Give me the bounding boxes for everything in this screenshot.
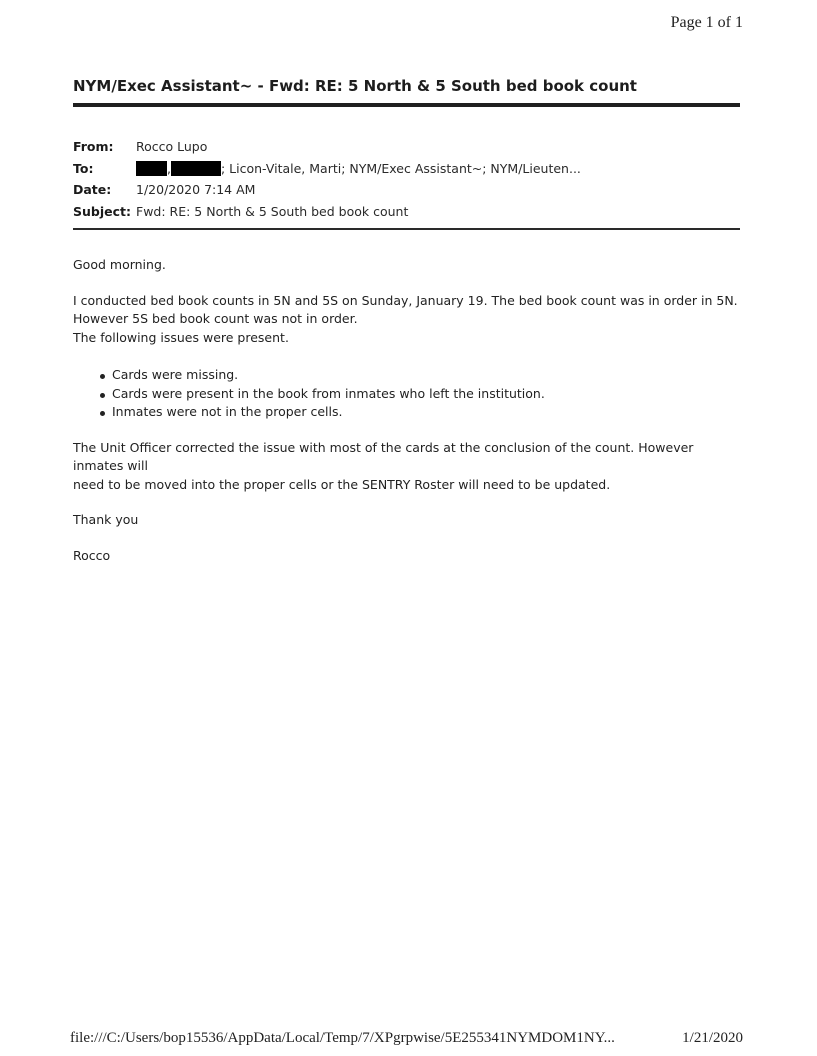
subject-label: Subject: (73, 203, 131, 219)
email-body (73, 256, 745, 565)
to-separator: , (167, 160, 171, 176)
subject-row (73, 201, 740, 223)
list-item: Inmates were not in the proper cells. (112, 403, 745, 422)
email-header (73, 136, 740, 222)
to-value: ; Licon-Vitale, Marti; NYM/Exec Assistant~; NYM/Lieuten... (220, 160, 581, 176)
greeting: Good morning. (73, 257, 166, 272)
footer-file-path: file:///C:/Users/bop15536/AppData/Local/Temp/7/XPgrpwise/5E255341NYMDOM1NY... (70, 1030, 615, 1046)
to-label: To: (73, 160, 94, 176)
title-divider (73, 103, 740, 107)
followup-paragraph (73, 439, 745, 495)
page-number: Page 1 of 1 (670, 14, 743, 31)
header-divider (73, 228, 740, 230)
redaction-block (136, 161, 167, 176)
email-title: NYM/Exec Assistant~ - Fwd: RE: 5 North & 5 South bed book count (73, 77, 637, 95)
issues-list (73, 366, 745, 422)
from-value: Rocco Lupo (136, 139, 208, 155)
from-row (73, 136, 740, 158)
date-label: Date: (73, 182, 112, 198)
date-value: 1/20/2020 7:14 AM (136, 182, 256, 198)
report-line: However 5S bed book count was not in order. (73, 311, 358, 326)
to-value-group (136, 161, 581, 176)
list-item: Cards were missing. (112, 366, 745, 385)
subject-value: Fwd: RE: 5 North & 5 South bed book count (136, 203, 409, 219)
footer-date: 1/21/2020 (682, 1030, 743, 1046)
signature: Rocco (73, 547, 111, 563)
report-line: I conducted bed book counts in 5N and 5S on Sunday, January 19. The bed book count was in order in 5N. (73, 292, 738, 308)
followup-line: The Unit Officer corrected the issue with most of the cards at the conclusion of the count. However inmates will (73, 439, 694, 473)
list-item: Cards were present in the book from inmates who left the institution. (112, 385, 745, 404)
followup-line: need to be moved into the proper cells or the SENTRY Roster will need to be updated. (73, 476, 611, 492)
redaction-block (171, 161, 221, 176)
report-paragraph (73, 292, 745, 348)
to-row (73, 158, 740, 180)
date-row (73, 179, 740, 201)
from-label: From: (73, 139, 114, 155)
report-line: The following issues were present. (73, 329, 289, 345)
closing: Thank you (73, 512, 139, 527)
